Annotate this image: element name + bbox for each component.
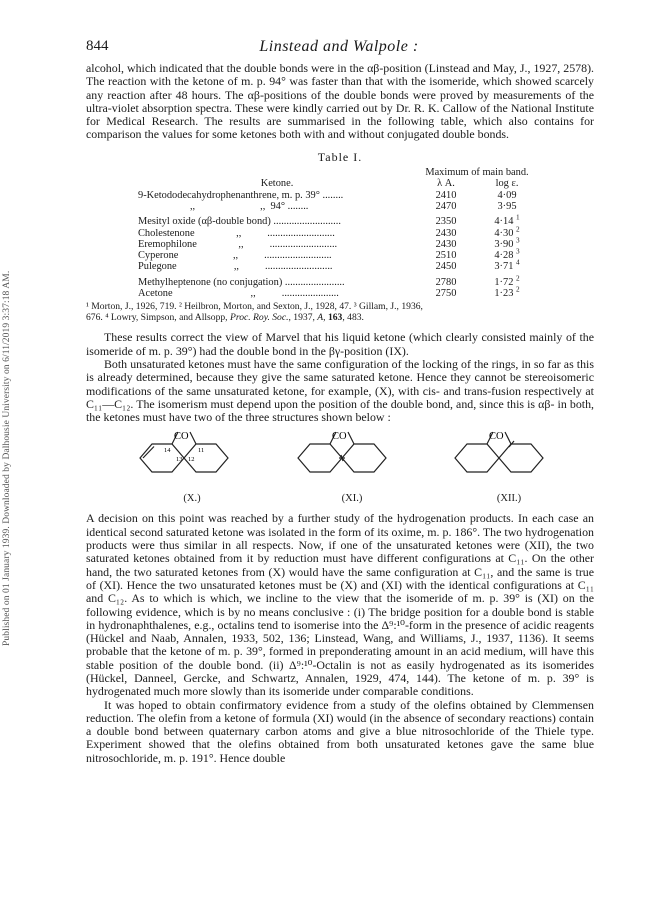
ketone-name: Cyperone ,, .......................... [138, 250, 332, 262]
log-value [476, 285, 538, 300]
ketone-name: Methylheptenone (no conjugation) ....................... [138, 276, 345, 288]
log-value [476, 213, 538, 228]
co-label: CO [332, 431, 347, 443]
table-col-lambda: λ A. [437, 178, 455, 190]
log-number: 4·09 [497, 189, 517, 201]
footnote-marker: 2 [516, 274, 520, 283]
footnote-line: ¹ Morton, J., 1926, 719. ² Heilbron, Morton, and Sexton, J., 1928, 47. ³ Gillam, J., 1936, [86, 301, 423, 313]
co-label: CO [489, 431, 504, 443]
log-value [476, 190, 538, 201]
table-col-ketone: Ketone. [260, 178, 294, 190]
footnote-text: 676. ⁴ Lowry, Simpson, and Allsopp, [86, 312, 230, 324]
table-row [138, 288, 538, 299]
table-row [138, 190, 538, 201]
structures-figure [86, 428, 594, 508]
footnote-marker: 3 [516, 247, 520, 256]
log-number: 1·72 [494, 276, 514, 288]
paragraph: Both unsaturated ketones must have the same configuration of the locking of the rings, in so far as this is already determined, because they give the same saturated ketone. Hence they cannot be stereoisomeric modifications of the same unsaturated ketone, for example, (X), with cis- and trans-fusion respectively at C₁₁—C₁₂. The isomerism must depend upon the position of the double bond, and, since this is αβ- in both, the ketones must have two of the three structures shown below : [86, 356, 594, 425]
footnote-volume: 163 [327, 312, 343, 324]
structure-x [126, 428, 246, 490]
log-value [476, 236, 538, 250]
footnote-series: A [317, 312, 324, 324]
atom-number: 13 [176, 456, 183, 464]
lambda-value: 2510 [435, 250, 457, 262]
ketone-name: 9-Ketododecahydrophenanthrene, m. p. 39° ........ [138, 189, 344, 201]
structure-label: (X.) [183, 493, 201, 505]
log-value [476, 247, 538, 262]
table-row [138, 201, 538, 212]
table-row [138, 261, 538, 272]
lambda-value: 2750 [435, 288, 457, 300]
paragraph: These results correct the view of Marvel that his liquid ketone (which clearly consisted mainly of the isomeride of m. p. 39°) had the double bond in the βγ-position (IX). [86, 330, 594, 358]
atom-number: 11 [198, 447, 205, 455]
absorption-table [138, 167, 538, 299]
ketone-name: Cholestenone ,, .......................... [138, 227, 335, 239]
lambda-value: 2780 [435, 276, 457, 288]
download-stamp: Published on 01 January 1939. Downloaded by Dalhousie University on 6/11/2019 3:37:18 AM. [2, 270, 12, 646]
running-title: Linstead and Walpole : [259, 38, 419, 55]
page-header [86, 38, 592, 58]
footnote-marker: 4 [516, 258, 520, 267]
log-number: 4·14 [494, 216, 514, 228]
ketone-name: Eremophilone ,, .......................... [138, 238, 338, 250]
table-col-log: log ε. [495, 178, 519, 190]
log-number: 1·23 [494, 288, 514, 300]
footnote-journal: Proc. Roy. Soc. [229, 312, 289, 324]
log-value [476, 258, 538, 273]
footnote-marker: 3 [516, 236, 520, 245]
table-row [138, 239, 538, 250]
footnote-marker: 1 [516, 213, 520, 222]
page-body [86, 62, 594, 765]
table-row [138, 228, 538, 239]
ketone-name: Pulegone ,, .......................... [138, 261, 333, 273]
footnote-marker: 2 [516, 225, 520, 234]
log-value [476, 274, 538, 288]
footnote-text: , 483. [342, 312, 364, 324]
table-row [138, 250, 538, 261]
log-number: 3·90 [494, 238, 514, 250]
structure-xi [284, 428, 404, 490]
log-number: 3·95 [497, 200, 517, 212]
atom-number: 12 [188, 456, 195, 464]
structure-label: (XI.) [341, 493, 363, 505]
lambda-value: 2430 [435, 238, 457, 250]
structure-label: (XII.) [496, 493, 522, 505]
structure-xii [441, 428, 561, 490]
lambda-value: 2350 [435, 216, 457, 228]
footnote-text: , 1937, [288, 312, 318, 324]
ketone-name: ,, ,, 94° ........ [138, 200, 309, 212]
log-number: 4·28 [494, 250, 514, 262]
footnote-line [86, 312, 594, 323]
log-value [476, 201, 538, 212]
table-title: Table I. [317, 149, 363, 164]
ketone-name: Acetone ,, ...................... [138, 288, 339, 300]
page-number: 844 [86, 38, 109, 54]
lambda-value: 2470 [435, 200, 457, 212]
atom-number: 14 [164, 447, 171, 455]
lambda-value: 2450 [435, 261, 457, 273]
paragraph: A decision on this point was reached by a further study of the hydrogenation products. In each case an identical second saturated ketone was isolated in the form of its oxime, m. p. 186°. The two hydrogenation products were thus similar in all respects. Now, if one of the unsaturated ketones were (XII), the two saturated ketones obtained from it by reduction must have different configurations at C₁₁. On the other hand, the two saturated ketones from (X) would have the same configuration at C₁₁, and the same is true of (XI). Hence the two unsaturated ketones must be (X) and (XI) with the identical configurations at C₁₁ and C₁₂. As to which is which, we incline to the view that the isomeride of m. p. 39° is (XI) on the following evidence, which is by no means conclusive : (i) The bridge position for a double bond is stable in hydronaphthalenes, e.g., octalins tend to isomerise into the Δ⁹:¹⁰-form in the presence of acidic reagents (Hückel and Naab, Annalen, 1933, 502, 136; Linstead, Wang, and Williams, J., 1937, 1136). It seems probable that the ketone of m. p. 39°, formed in preponderating amount in an acid medium, will have this stable position of the double bond. (ii) Δ⁹:¹⁰-Octalin is not as easily hydrogenated as its isomerides (Hückel, Danneel, Gercke, and Schwartz, Annalen, 1929, 474, 144). The ketone of m. p. 39° is hydrogenated much more slowly than its isomeride under comparable conditions. [86, 511, 594, 699]
log-number: 3·71 [494, 261, 514, 273]
table-row [138, 277, 538, 288]
co-label: CO [174, 431, 189, 443]
footnote-text: , [323, 312, 328, 324]
table-row [138, 216, 538, 227]
paragraph: It was hoped to obtain confirmatory evidence from a study of the olefins obtained by Clemmensen reduction. The olefin from a ketone of formula (XI) would (in the absence of secondary reactions) contain a double bond between quaternary carbon atoms and give a blue nitrosochloride of the Thiele type. Experiment showed that the olefins obtained from both unsaturated ketones gave the same blue nitrosochloride, m. p. 191°. Hence double [86, 697, 594, 765]
log-number: 4·30 [494, 227, 514, 239]
lambda-value: 2410 [435, 189, 457, 201]
ketone-name: Mesityl oxide (αβ-double bond) .......................... [138, 216, 341, 228]
log-value [476, 225, 538, 239]
table-group-header: Maximum of main band. [425, 167, 529, 179]
lambda-value: 2430 [435, 227, 457, 239]
footnote-marker: 2 [516, 285, 520, 294]
paragraph: alcohol, which indicated that the double bonds were in the αβ-position (Linstead and May, J., 1927, 2578). The reaction with the ketone of m. p. 94° was faster than that with the isomeride, which showed scarcely any reaction after 48 hours. The αβ-positions of the double bonds were proved by measurements of the ultra-violet absorption spectra. These were kindly carried out by Dr. R. K. Callow of the National Institute for Medical Research. The results are summarised in the following table, which also contains for comparison the values for some ketones both with and without conjugated double bonds. [86, 61, 594, 142]
table-footnotes [86, 301, 594, 323]
